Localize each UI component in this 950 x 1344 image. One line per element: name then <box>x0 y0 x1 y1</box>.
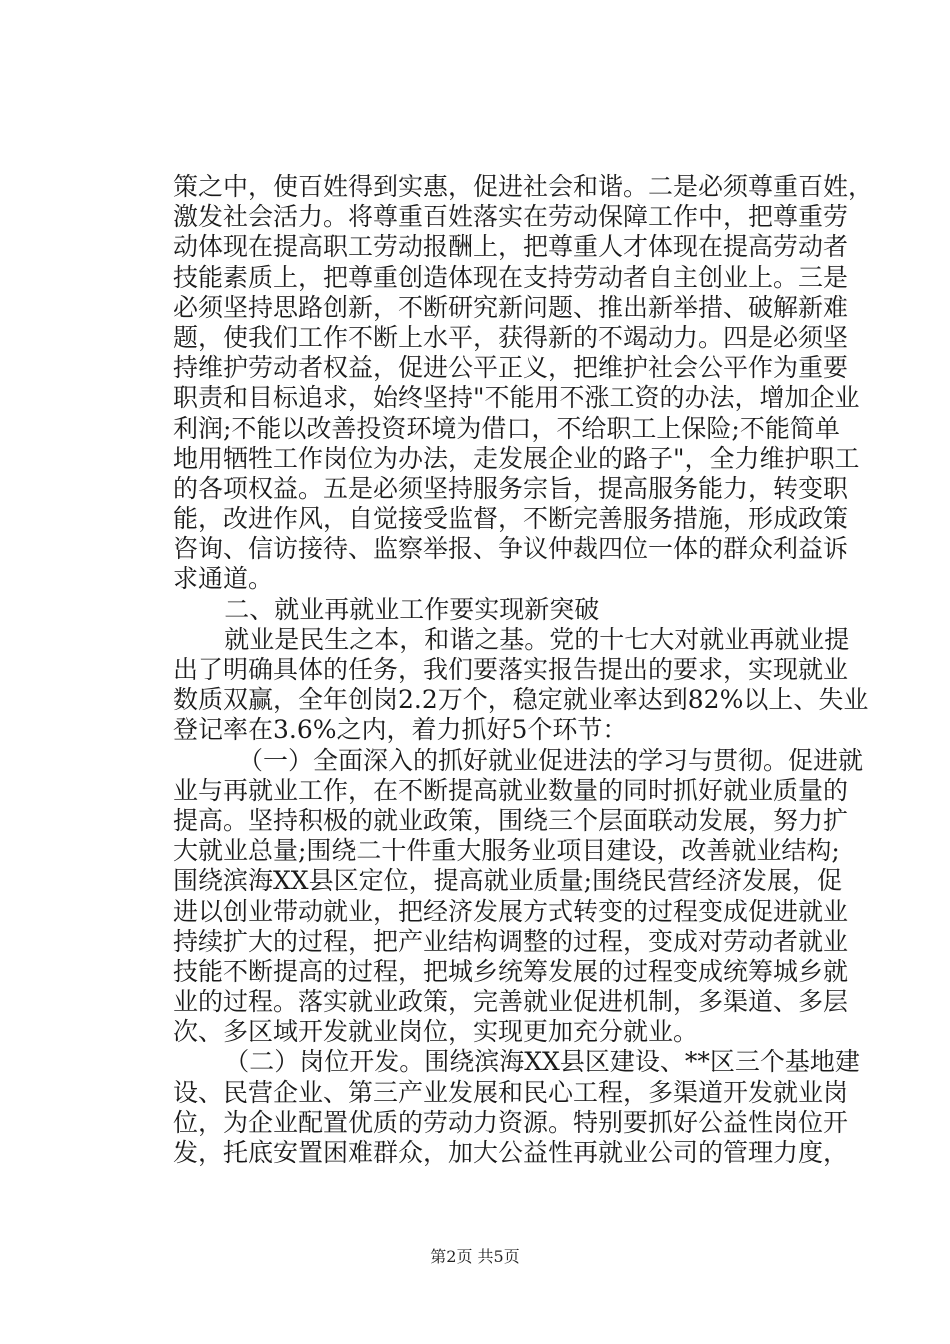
text-line: 业的过程。落实就业政策，完善就业促进机制，多渠道、多层 <box>173 987 849 1017</box>
text-line: 题，使我们工作不断上水平，获得新的不竭动力。四是必须坚 <box>173 322 849 352</box>
text-line: 能，改进作风，自觉接受监督，不断完善服务措施，形成政策 <box>173 504 849 534</box>
text-line: 职责和目标追求，始终坚持"不能用不涨工资的办法，增加企业 <box>173 383 860 413</box>
text-line: （二）岗位开发。围绕滨海XX县区建设、**区三个基地建 <box>224 1047 860 1077</box>
text-line: 持续扩大的过程，把产业结构调整的过程，变成对劳动者就业 <box>173 926 849 956</box>
text-line: 地用牺牲工作岗位为办法，走发展企业的路子"，全力维护职工 <box>173 443 860 473</box>
text-line: 业与再就业工作，在不断提高就业数量的同时抓好就业质量的 <box>173 775 849 805</box>
text-line: 持维护劳动者权益，促进公平正义，把维护社会公平作为重要 <box>173 353 849 383</box>
text-line: 进以创业带动就业，把经济发展方式转变的过程变成促进就业 <box>173 896 849 926</box>
text-line: 大就业总量;围绕二十件重大服务业项目建设，改善就业结构; <box>173 836 840 866</box>
text-line: 位，为企业配置优质的劳动力资源。特别要抓好公益性岗位开 <box>173 1107 849 1137</box>
text-line: 咨询、信访接待、监察举报、争议仲裁四位一体的群众利益诉 <box>173 534 849 564</box>
text-line: 必须坚持思路创新，不断研究新问题、推出新举措、破解新难 <box>173 292 849 322</box>
section-heading: 二、就业再就业工作要实现新突破 <box>224 594 600 624</box>
page-footer <box>0 1244 950 1267</box>
text-line: 围绕滨海XX县区定位，提高就业质量;围绕民营经济发展，促 <box>173 866 843 896</box>
text-line: 利润;不能以改善投资环境为借口，不给职工上保险;不能简单 <box>173 413 840 443</box>
text-line: 出了明确具体的任务，我们要落实报告提出的要求，实现就业 <box>173 655 849 684</box>
document-body <box>173 172 874 1168</box>
text-line: 发，托底安置困难群众，加大公益性再就业公司的管理力度， <box>173 1138 849 1167</box>
text-line: 就业是民生之本，和谐之基。党的十七大对就业再就业提 <box>224 624 850 654</box>
text-line: 登记率在3.6%之内，着力抓好5个环节： <box>173 715 628 745</box>
text-line: （一）全面深入的抓好就业促进法的学习与贯彻。促进就 <box>238 745 864 775</box>
text-line: 求通道。 <box>173 564 274 594</box>
text-line: 技能不断提高的过程，把城乡统筹发展的过程变成统筹城乡就 <box>173 956 849 986</box>
text-line: 的各项权益。五是必须坚持服务宗旨，提高服务能力，转变职 <box>173 473 849 503</box>
text-line: 动体现在提高职工劳动报酬上，把尊重人才体现在提高劳动者 <box>173 232 849 262</box>
text-line: 数质双赢，全年创岗2.2万个，稳定就业率达到82%以上、失业 <box>173 685 869 715</box>
text-line: 技能素质上，把尊重创造体现在支持劳动者自主创业上。三是 <box>173 262 849 292</box>
text-line: 提高。坚持积极的就业政策，围绕三个层面联动发展，努力扩 <box>173 805 849 835</box>
page-number: 第2页 共5页 <box>430 1247 520 1266</box>
text-line: 次、多区域开发就业岗位，实现更加充分就业。 <box>173 1017 699 1047</box>
text-line: 激发社会活力。将尊重百姓落实在劳动保障工作中，把尊重劳 <box>173 202 849 232</box>
text-line: 策之中，使百姓得到实惠，促进社会和谐。二是必须尊重百姓， <box>173 172 874 201</box>
text-line: 设、民营企业、第三产业发展和民心工程，多渠道开发就业岗 <box>173 1077 849 1107</box>
